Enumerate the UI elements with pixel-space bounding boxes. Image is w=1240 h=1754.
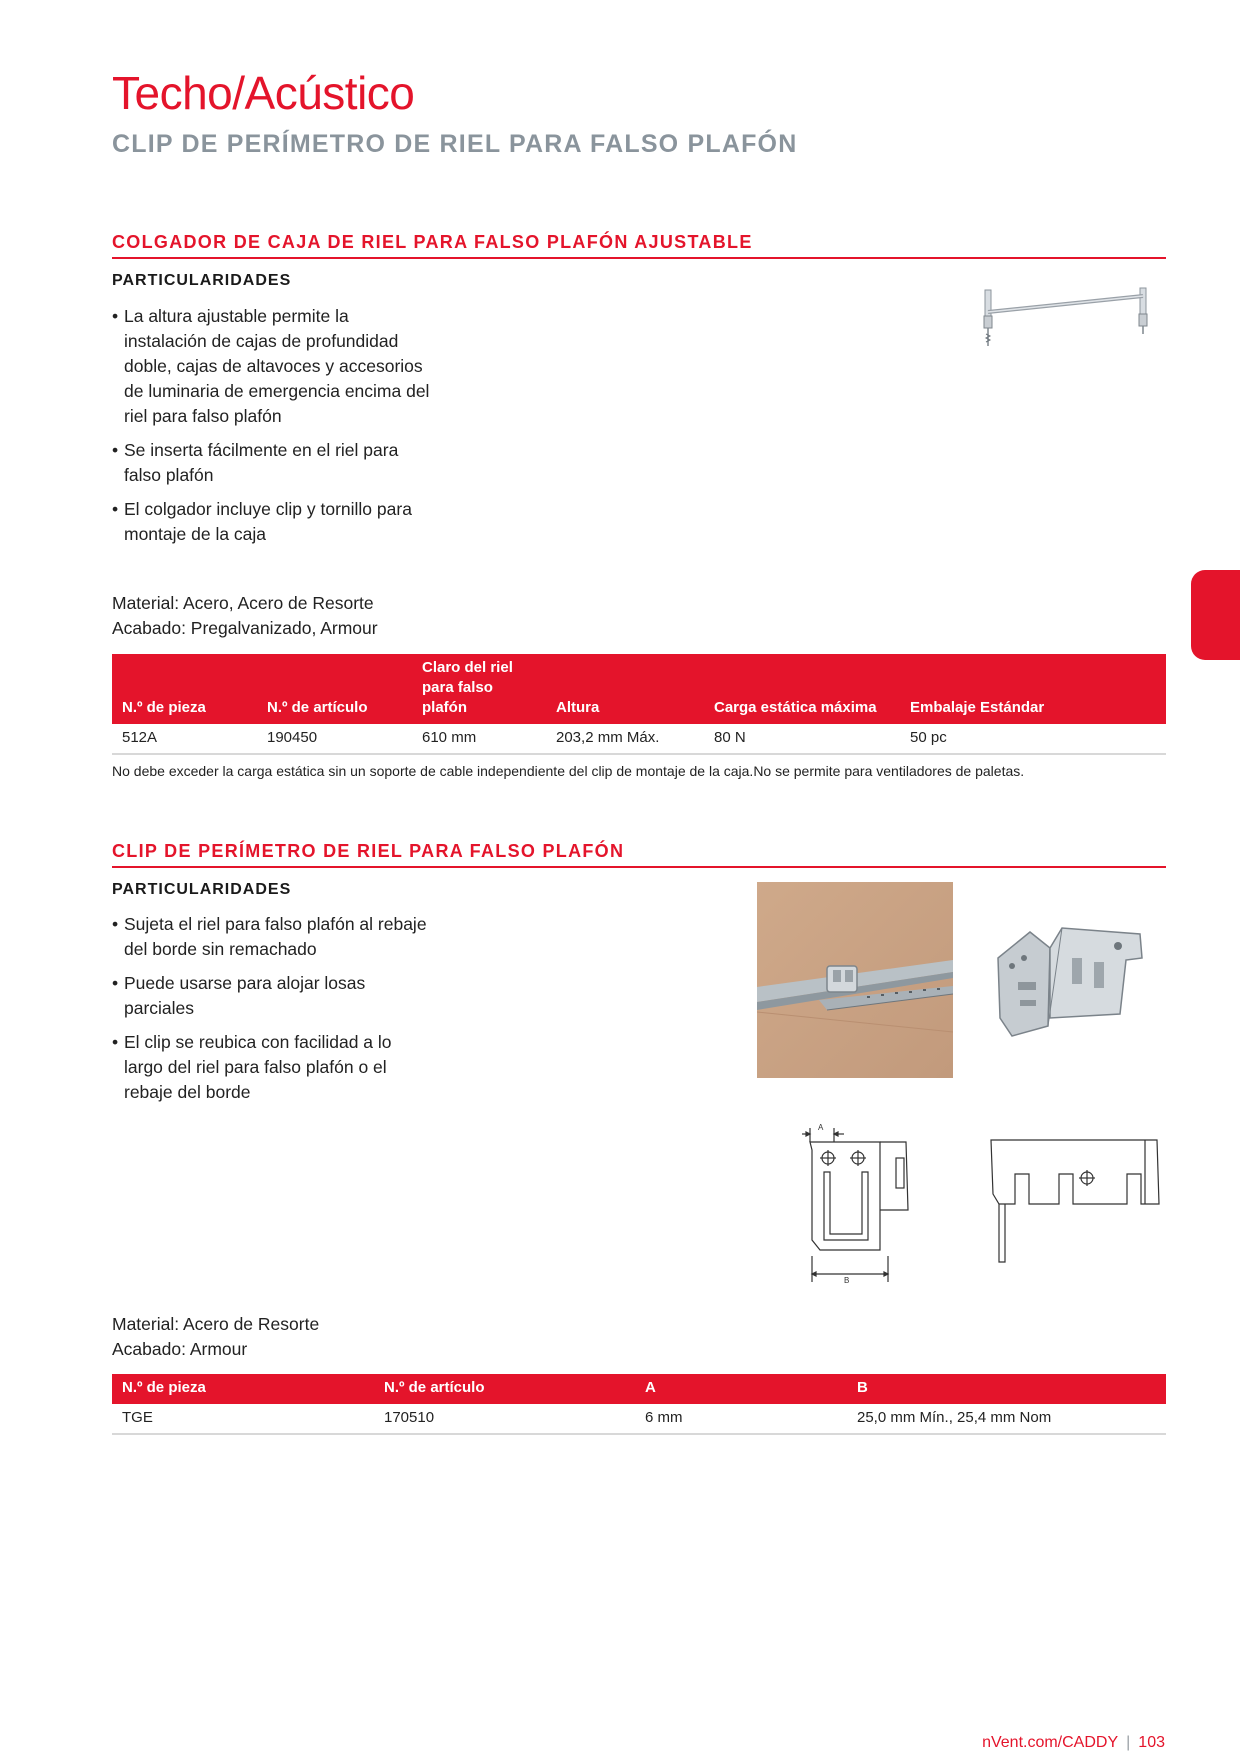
col-part-number: N.º de pieza xyxy=(112,1374,374,1404)
perimeter-clip-image xyxy=(990,918,1150,1042)
list-item: • El colgador incluye clip y tornillo para montaje de la caja xyxy=(112,497,432,547)
table-row xyxy=(112,1404,1166,1434)
material-text: Material: Acero de Resorte xyxy=(112,1314,320,1334)
col-rail-span: Claro del riel para falso plafón xyxy=(412,654,546,724)
footer-site-link[interactable]: nVent.com/CADDY xyxy=(982,1734,1119,1751)
col-part-number: N.º de pieza xyxy=(112,654,257,724)
col-packaging: Embalaje Estándar xyxy=(900,654,1166,724)
finish-text: Acabado: Armour xyxy=(112,1339,248,1359)
cell: 6 mm xyxy=(635,1404,847,1434)
cell: 512A xyxy=(112,724,257,754)
list-item: • El clip se reubica con facilidad a lo largo del riel para falso plafón o el rebaje del borde xyxy=(112,1030,432,1105)
section2-spec-table xyxy=(112,1374,1166,1435)
page-footer xyxy=(982,1734,1165,1752)
section2-heading: CLIP DE PERÍMETRO DE RIEL PARA FALSO PLAFÓN xyxy=(112,841,1166,868)
cell: 610 mm xyxy=(412,724,546,754)
page-number: 103 xyxy=(1138,1734,1165,1751)
clip-drawing-dimensions xyxy=(802,1120,914,1288)
clip-drawing-side xyxy=(985,1134,1161,1270)
col-height: Altura xyxy=(546,654,704,724)
dim-b-label: B xyxy=(844,1276,850,1285)
chapter-tab xyxy=(1191,570,1240,660)
list-item: • Puede usarse para alojar losas parciales xyxy=(112,971,432,1021)
footer-divider: | xyxy=(1126,1734,1131,1751)
cell: 170510 xyxy=(374,1404,635,1434)
cell: 80 N xyxy=(704,724,900,754)
section1-material xyxy=(112,591,378,641)
list-item: • La altura ajustable permite la instalación de cajas de profundidad doble, cajas de altavoces y accesorios de luminaria de emergencia encima del riel para falso plafón xyxy=(112,304,432,429)
cell: 203,2 mm Máx. xyxy=(546,724,704,754)
page-subtitle: CLIP DE PERÍMETRO DE RIEL PARA FALSO PLAFÓN xyxy=(112,130,798,158)
col-a: A xyxy=(635,1374,847,1404)
table-row xyxy=(112,724,1166,754)
installed-clip-photo xyxy=(757,882,953,1078)
box-hanger-image xyxy=(978,282,1158,360)
section1-heading: COLGADOR DE CAJA DE RIEL PARA FALSO PLAFÓN AJUSTABLE xyxy=(112,232,1166,259)
material-text: Material: Acero, Acero de Resorte xyxy=(112,593,374,613)
dim-a-label: A xyxy=(818,1123,824,1132)
cell: 25,0 mm Mín., 25,4 mm Nom xyxy=(847,1404,1166,1434)
col-article-number: N.º de artículo xyxy=(257,654,412,724)
page-title: Techo/Acústico xyxy=(112,67,415,119)
cell: 50 pc xyxy=(900,724,1166,754)
section2-features-heading: PARTICULARIDADES xyxy=(112,881,292,898)
finish-text: Acabado: Pregalvanizado, Armour xyxy=(112,618,378,638)
section1-features-heading: PARTICULARIDADES xyxy=(112,272,292,289)
list-item: • Se inserta fácilmente en el riel para falso plafón xyxy=(112,438,432,488)
col-article-number: N.º de artículo xyxy=(374,1374,635,1404)
cell: 190450 xyxy=(257,724,412,754)
col-b: B xyxy=(847,1374,1166,1404)
section1-spec-table xyxy=(112,654,1166,755)
section1-note: No debe exceder la carga estática sin un soporte de cable independiente del clip de montaje de la caja.No se permite para ventiladores de paletas. xyxy=(112,763,1025,779)
table-header-row xyxy=(112,654,1166,724)
table-header-row xyxy=(112,1374,1166,1404)
section2-features-list xyxy=(112,912,432,1114)
col-max-load: Carga estática máxima xyxy=(704,654,900,724)
list-item: • Sujeta el riel para falso plafón al rebaje del borde sin remachado xyxy=(112,912,432,962)
section1-features-list xyxy=(112,304,432,556)
cell: TGE xyxy=(112,1404,374,1434)
section2-material xyxy=(112,1312,319,1362)
